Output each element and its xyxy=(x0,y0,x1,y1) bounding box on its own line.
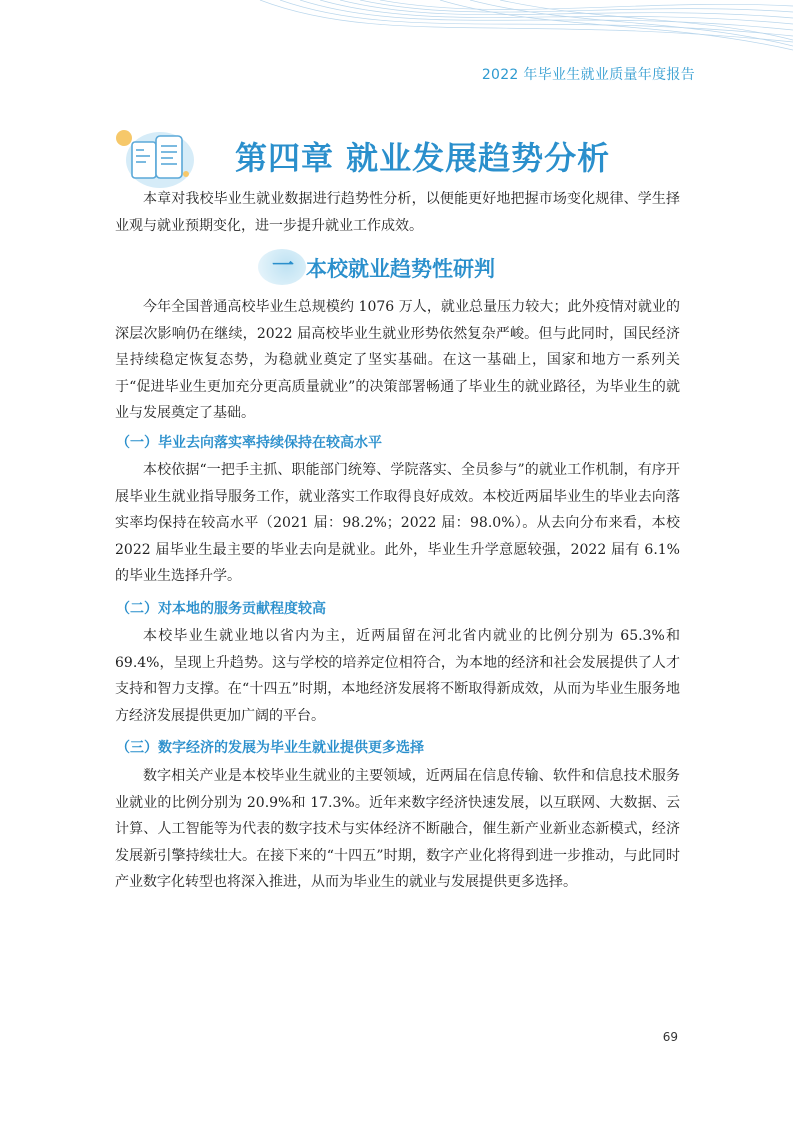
section-title: 本校就业趋势性研判 xyxy=(306,257,495,281)
subsection-heading-1: （一）毕业去向落实率持续保持在较高水平 xyxy=(116,435,382,451)
chapter-title: 第四章 就业发展趋势分析 xyxy=(235,139,611,177)
section-number: 一 xyxy=(272,254,295,279)
section-paragraph: 今年全国普通高校毕业生总规模约 1076 万人，就业总量压力较大；此外疫情对就业的深层次影响仍在继续，2022 届高校毕业生就业形势依然复杂严峻。但与此同时，国民经济呈持续稳定恢复态势，为稳就业奠定了坚实基础。在这一基础上，国家和地方一系列关于“促进毕业生更加充分更高质量就业”的决策部署畅通了毕业生的就业路径，为毕业生的就业与发展奠定了基础。 xyxy=(115,299,680,421)
subsection-heading-3: （三）数字经济的发展为毕业生就业提供更多选择 xyxy=(116,740,424,756)
document-phone-icon xyxy=(110,124,198,190)
chapter-intro: 本章对我校毕业生就业数据进行趋势性分析，以便能更好地把握市场变化规律、学生择业观与就业预期变化，进一步提升就业工作成效。 xyxy=(115,191,680,234)
subsection-heading-2: （二）对本地的服务贡献程度较高 xyxy=(116,601,326,617)
subsection-body-3: 数字相关产业是本校毕业生就业的主要领域，近两届在信息传输、软件和信息技术服务业就业的比例分别为 20.9%和 17.3%。近年来数字经济快速发展，以互联网、大数据、云计算、人工智能等为代表的数字技术与实体经济不断融合，催生新产业新业态新模式，经济发展新引擎持续壮大。在接下来的“十四五”时期，数字产业化将得到进一步推动，与此同时产业数字化转型也将深入推进，从而为毕业生的就业与发展提供更多选择。 xyxy=(115,768,680,890)
subsection-body-2: 本校毕业生就业地以省内为主，近两届留在河北省内就业的比例分别为 65.3%和 69.4%，呈现上升趋势。这与学校的培养定位相符合，为本地的经济和社会发展提供了人才支持和智力支撑。在“十四五”时期，本地经济发展将不断取得新成效，从而为毕业生服务地方经济发展提供更加广阔的平台。 xyxy=(115,628,680,724)
page-number: 69 xyxy=(662,1030,678,1044)
subsection-body-1: 本校依据“一把手主抓、职能部门统筹、学院落实、全员参与”的就业工作机制，有序开展毕业生就业指导服务工作，就业落实工作取得良好成效。本校近两届毕业生的毕业去向落实率均保持在较高水平（2021 届：98.2%；2022 届：98.0%）。从去向分布来看，本校 2022 届毕业生最主要的毕业去向是就业。此外，毕业生升学意愿较强，2022 届有 6.1%的毕业生选择升学。 xyxy=(115,462,680,584)
report-header-title: 2022 年毕业生就业质量年度报告 xyxy=(481,67,695,83)
header-wave-decoration xyxy=(0,0,793,60)
